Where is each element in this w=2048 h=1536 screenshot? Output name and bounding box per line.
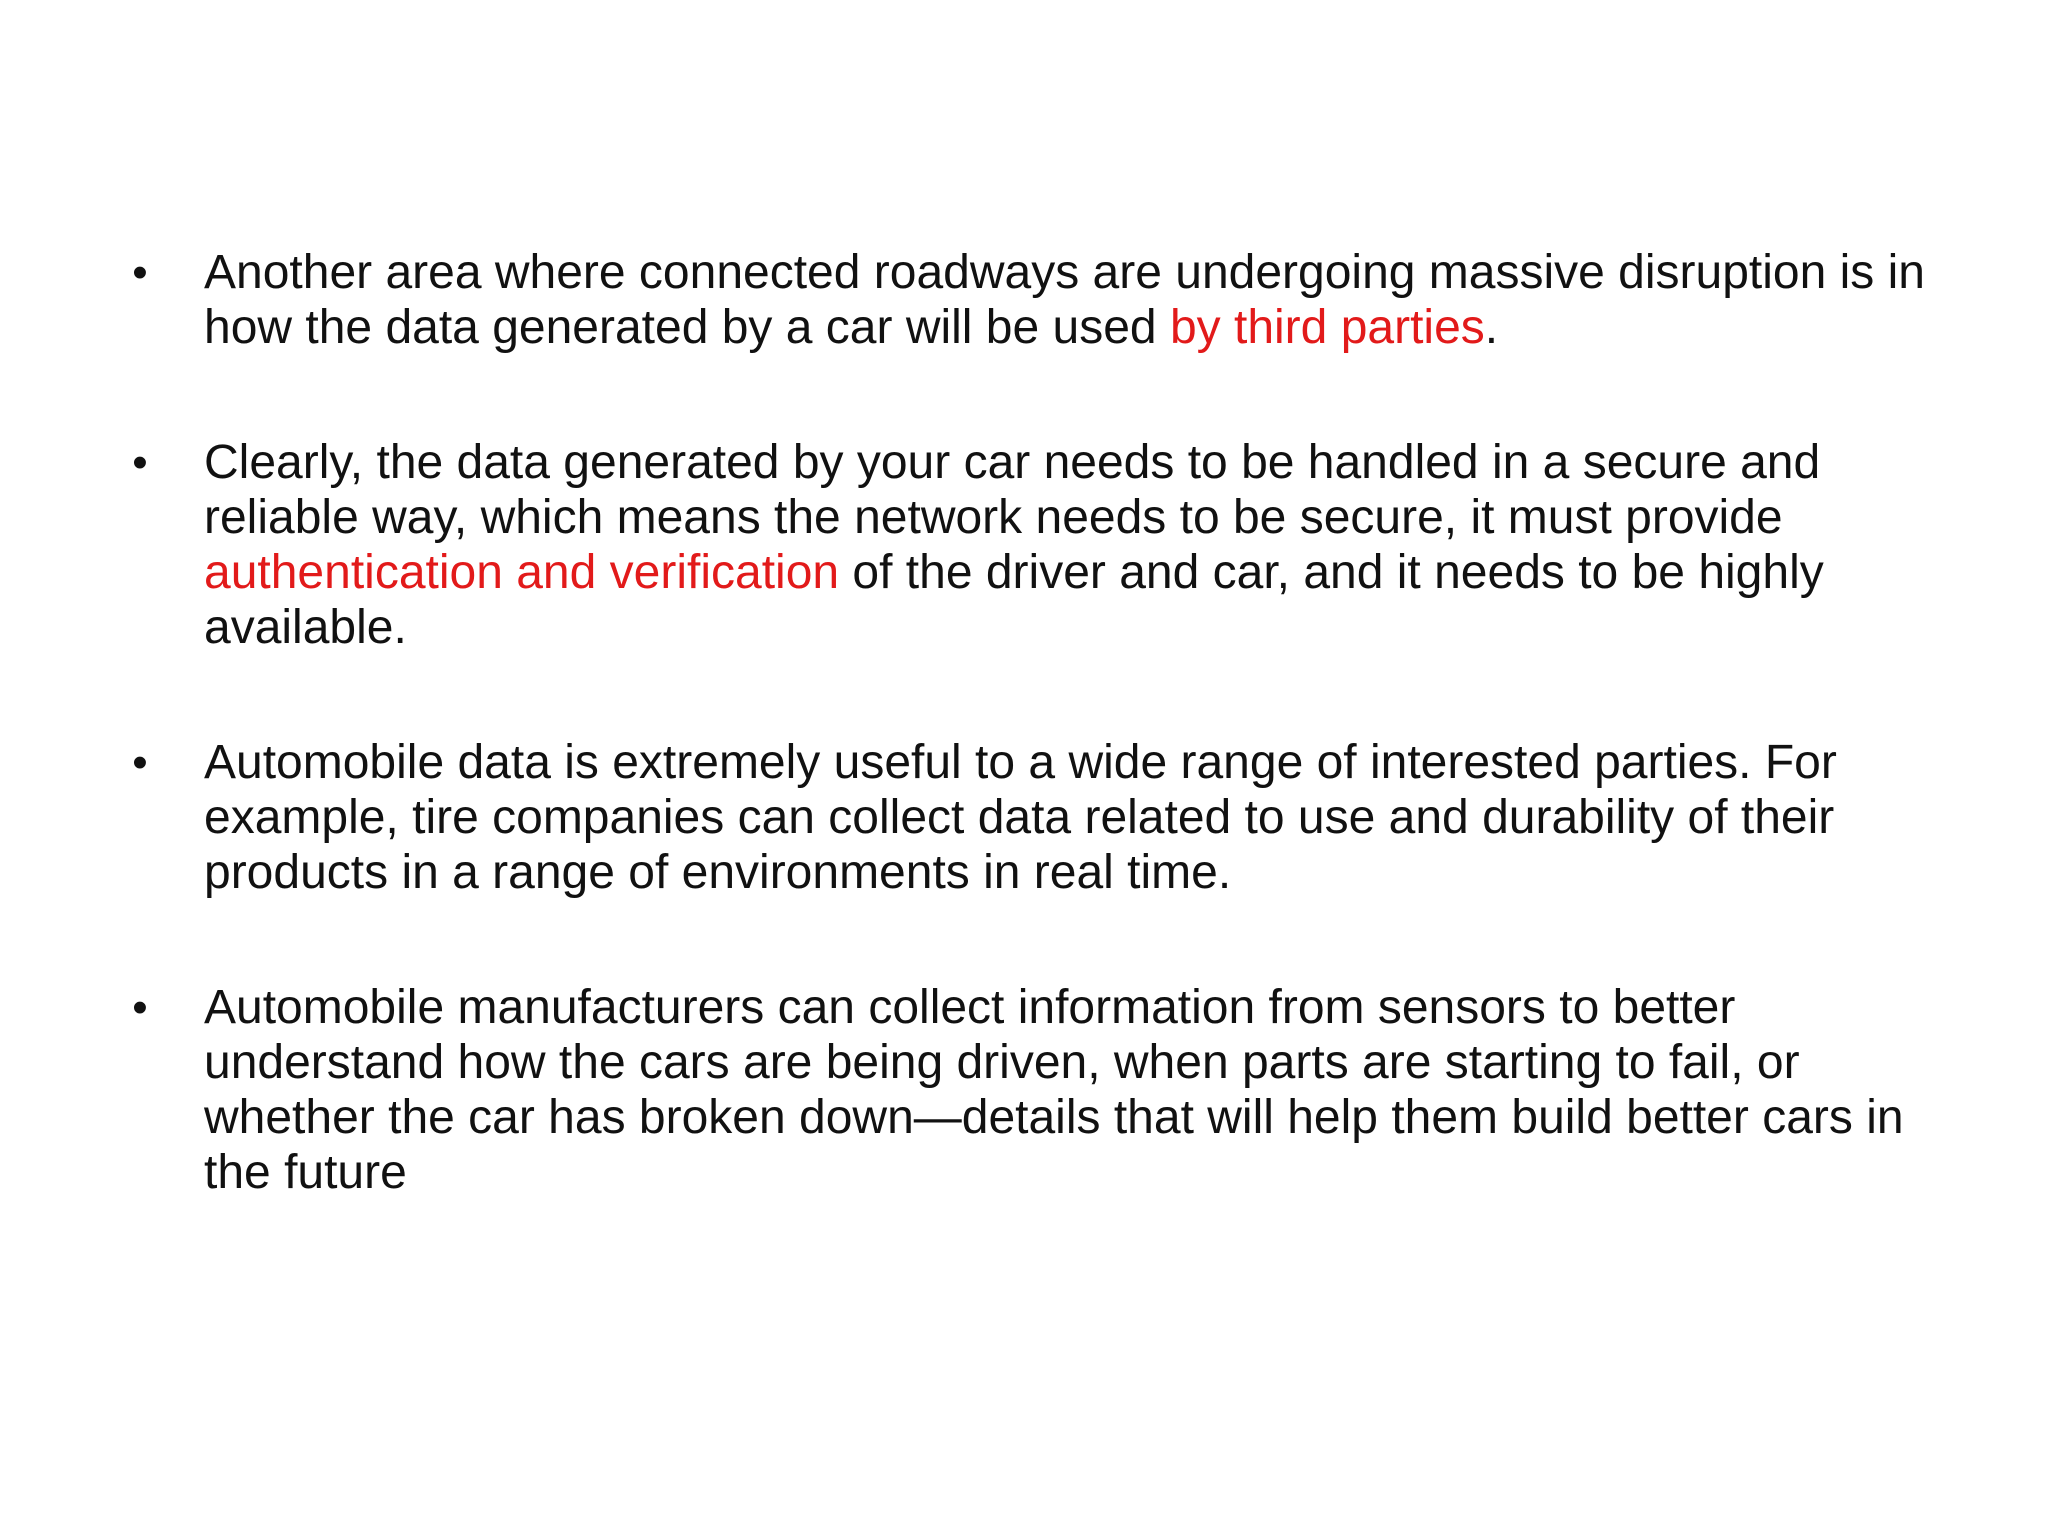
bullet-item-manufacturers: [120, 980, 1940, 1200]
highlight-text: by third parties: [1169, 301, 1485, 354]
bullet-list: [120, 245, 1940, 1200]
bullet-icon: •: [132, 738, 148, 787]
bullet-text: Another area where connected roadways are undergoing massive disruption is in how the data generated by a car will be used by third parties.: [204, 246, 1925, 354]
bullet-item-third-parties: [120, 245, 1940, 355]
bullet-icon: •: [132, 983, 148, 1032]
highlight-text: authentication and verification: [204, 546, 840, 599]
bullet-text: Automobile manufacturers can collect information from sensors to better understand how the cars are being driven, when parts are starting to fail, or whether the car has broken down—details that will help them build better cars in the future: [204, 981, 1904, 1199]
bullet-icon: •: [132, 248, 148, 297]
bullet-icon: •: [132, 438, 148, 487]
bullet-item-tire-companies: [120, 735, 1940, 900]
bullet-text: Automobile data is extremely useful to a wide range of interested parties. For example, tire companies can collect data related to use and durability of their products in a range of environments in real time.: [204, 736, 1837, 899]
bullet-item-secure-data: [120, 435, 1940, 655]
bullet-text: Clearly, the data generated by your car needs to be handled in a secure and reliable way, which means the network needs to be secure, it must provide authentication and verification of the driver and car, and it needs to be highly available.: [204, 436, 1824, 654]
